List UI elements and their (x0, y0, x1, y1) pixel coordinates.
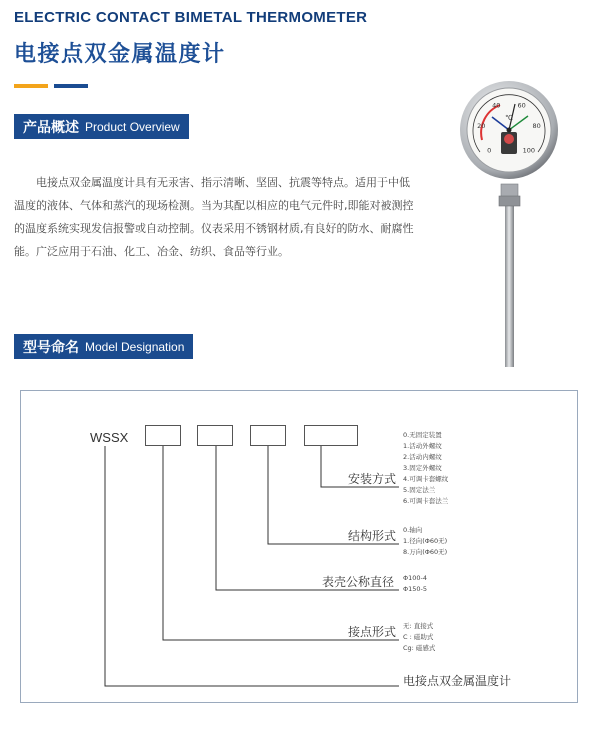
diameter-option: Φ150-5 (403, 585, 428, 593)
structure-options (403, 525, 447, 558)
designation-heading-en: Model Designation (85, 339, 185, 354)
install-label: 安装方式 (348, 472, 397, 486)
contact-option: Cg: 磁感式 (403, 644, 436, 652)
install-option: 4.可调卡套螺纹 (403, 475, 449, 483)
gauge-tick-label: 20 (477, 122, 486, 131)
gauge-tick-label: 60 (517, 101, 526, 110)
structure-option: 0.轴向 (403, 526, 423, 534)
install-option: 0.无固定装置 (403, 431, 442, 439)
gauge-unit: ℃ (505, 114, 513, 122)
install-option: 5.固定法兰 (403, 486, 436, 494)
structure-option: 1.径向(Φ60无) (403, 537, 448, 545)
diameter-option: Φ100-4 (403, 574, 428, 582)
english-title: ELECTRIC CONTACT BIMETAL THERMOMETER (14, 9, 368, 26)
install-options (403, 430, 448, 507)
structure-label: 结构形式 (348, 529, 397, 543)
contact-label: 接点形式 (348, 625, 397, 639)
contact-option: 无: 直接式 (403, 622, 434, 630)
designation-heading-cn: 型号命名 (23, 339, 79, 356)
gauge-tick-label: 100 (522, 146, 536, 155)
install-option: 3.固定外螺纹 (403, 464, 442, 472)
chinese-title: 电接点双金属温度计 (14, 42, 226, 67)
gauge-tick-label: 80 (532, 122, 541, 131)
gauge-tick-label: 40 (492, 101, 501, 110)
contact-options (403, 621, 435, 654)
overview-text: 电接点双金属温度计具有无汞害、指示清晰、坚固、抗震等特点。适用于中低温度的液体、气体和蒸汽的现场检测。当为其配以相应的电气元件时,即能对被测控的温度系统实现发信报警或自动控制。仪表采用不锈钢材质,有良好的防水、耐腐性能。广泛应用于石油、化工、冶金、纺织、食品等行业。 (14, 176, 414, 258)
install-option: 6.可调卡套法兰 (403, 497, 449, 505)
product-label: 电接点双金属温度计 (403, 674, 512, 688)
structure-option: 8.万向(Φ60无) (403, 548, 448, 556)
diameter-options (403, 573, 427, 595)
install-option: 2.活动内螺纹 (403, 453, 442, 461)
model-code: WSSX (90, 430, 129, 445)
overview-heading-cn: 产品概述 (23, 119, 79, 136)
diameter-label: 表壳公称直径 (322, 575, 395, 589)
contact-option: C : 磁助式 (403, 633, 434, 641)
gauge-tick-label: 0 (487, 146, 492, 155)
overview-heading-en: Product Overview (85, 119, 180, 134)
install-option: 1.活动外螺纹 (403, 442, 442, 450)
